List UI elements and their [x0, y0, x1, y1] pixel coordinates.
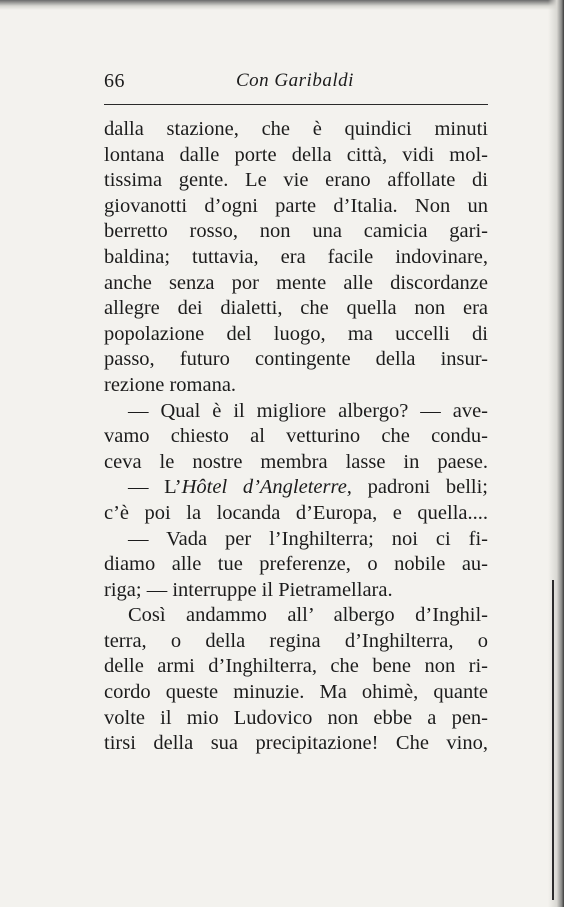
text-line: Così andammo all’ albergo d’Inghil-	[128, 604, 488, 627]
page-number: 66	[104, 70, 125, 92]
running-title: Con Garibaldi	[236, 70, 354, 91]
italic-title: Hôtel d’Angleterre,	[181, 476, 352, 499]
running-header	[104, 70, 488, 96]
text-line: popolazione del luogo, ma uccelli di	[104, 322, 488, 345]
text-line: — Vada per l’Inghilterra; noi ci fi-	[128, 527, 488, 550]
header-rule	[104, 104, 488, 105]
text-line: rezione romana.	[104, 373, 237, 396]
page-binding-shadow	[548, 0, 564, 907]
text-line: baldina; tuttavia, era facile indovinare,	[104, 245, 488, 268]
text-line: terra, o della regina d’Inghilterra, o	[104, 629, 488, 652]
text-line: — Qual è il migliore albergo? — ave-	[128, 399, 488, 422]
text-line: tirsi della sua precipitazione! Che vino,	[104, 732, 488, 755]
text-line: volte il mio Ludovico non ebbe a pen-	[104, 706, 488, 729]
binding-edge-line	[552, 580, 554, 900]
text-line: allegre dei dialetti, che quella non era	[104, 297, 488, 320]
text-line: delle armi d’Inghilterra, che bene non ri-	[104, 655, 488, 678]
text-line: riga; — interruppe il Pietramellara.	[104, 578, 393, 601]
text-line: passo, futuro contingente della insur-	[104, 348, 488, 371]
text-segment: padroni belli;	[351, 476, 488, 499]
text-line: anche senza por mente alle discordanze	[104, 271, 488, 294]
page-top-shadow	[0, 0, 564, 10]
text-line	[104, 475, 488, 501]
text-line: berretto rosso, non una camicia gari-	[104, 220, 488, 243]
text-line: tissima gente. Le vie erano affollate di	[104, 169, 488, 192]
text-line: vamo chiesto al vetturino che condu-	[104, 425, 488, 448]
text-line: cordo queste minuzie. Ma ohimè, quante	[104, 681, 488, 704]
text-line: lontana dalle porte della città, vidi mol-	[104, 143, 488, 166]
text-line: giovanotti d’ogni parte d’Italia. Non un	[104, 194, 488, 217]
text-line: diamo alle tue preferenze, o nobile au-	[104, 553, 488, 576]
body-text	[104, 117, 488, 757]
text-line: ceva le nostre membra lasse in paese.	[104, 450, 488, 473]
text-line: c’è poi la locanda d’Europa, e quella....	[104, 501, 488, 524]
text-segment: — L’	[128, 476, 182, 499]
text-line: dalla stazione, che è quindici minuti	[104, 118, 488, 140]
